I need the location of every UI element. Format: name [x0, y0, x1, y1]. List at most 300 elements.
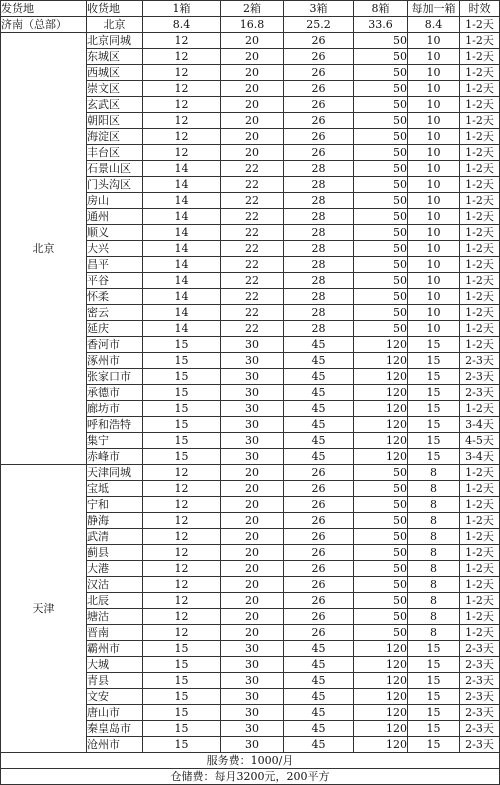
- price-1-box-cell: 14: [143, 177, 221, 193]
- price-1-box-cell: 15: [143, 705, 221, 721]
- price-2-box-cell: 20: [221, 513, 284, 529]
- price-extra-box-cell: 15: [408, 449, 460, 465]
- delivery-time-cell: 2-3天: [460, 369, 500, 385]
- header-3-box: 3箱: [284, 1, 354, 17]
- delivery-time-cell: 1-2天: [460, 161, 500, 177]
- delivery-time-cell: 2-3天: [460, 657, 500, 673]
- price-8-box-cell: 120: [354, 737, 408, 753]
- price-3-box-cell: 28: [284, 177, 354, 193]
- table-row: [1, 33, 500, 49]
- price-8-box-cell: 50: [354, 273, 408, 289]
- destination-cell: 赤峰市: [87, 449, 143, 465]
- storage-fee: 仓储费：每月3200元，200平方: [1, 769, 500, 785]
- delivery-time-cell: 1-2天: [460, 497, 500, 513]
- header-2-box: 2箱: [221, 1, 284, 17]
- price-8-box-cell: 50: [354, 609, 408, 625]
- price-3-box-cell: 26: [284, 577, 354, 593]
- destination-cell: 文安: [87, 689, 143, 705]
- price-1-box-cell: 12: [143, 577, 221, 593]
- price-1-box-cell: 12: [143, 145, 221, 161]
- price-extra-box-cell: 8: [408, 561, 460, 577]
- service-fee: 服务费：1000/月: [1, 753, 500, 769]
- price-3-box-cell: 45: [284, 433, 354, 449]
- destination-cell: 蓟县: [87, 545, 143, 561]
- price-3-box-cell: 26: [284, 145, 354, 161]
- destination-cell: 沧州市: [87, 737, 143, 753]
- price-1-box-cell: 14: [143, 193, 221, 209]
- price-8-box-cell: 50: [354, 257, 408, 273]
- price-3-box-cell: 28: [284, 225, 354, 241]
- destination-cell: 北京同城: [87, 33, 143, 49]
- price-extra-box-cell: 10: [408, 273, 460, 289]
- price-3-box-cell: 26: [284, 481, 354, 497]
- price-extra-box-cell: 8: [408, 529, 460, 545]
- price-3-box-cell: 28: [284, 193, 354, 209]
- price-8-box-cell: 50: [354, 545, 408, 561]
- price-2-box-cell: 22: [221, 321, 284, 337]
- price-3-box-cell: 45: [284, 673, 354, 689]
- price-3-box-cell: 26: [284, 625, 354, 641]
- price-2-box-cell: 20: [221, 593, 284, 609]
- price-2-box-cell: 22: [221, 161, 284, 177]
- delivery-time-cell: 1-2天: [460, 561, 500, 577]
- price-1-box-cell: 12: [143, 65, 221, 81]
- destination-cell: 晋南: [87, 625, 143, 641]
- destination-cell: 怀柔: [87, 289, 143, 305]
- price-extra-box-cell: 10: [408, 161, 460, 177]
- price-1-box-cell: 15: [143, 737, 221, 753]
- price-extra-box-cell: 15: [408, 337, 460, 353]
- price-2-box-cell: 20: [221, 625, 284, 641]
- price-1-box-cell: 15: [143, 337, 221, 353]
- price-8-box-cell: 50: [354, 497, 408, 513]
- price-3-box-cell: 26: [284, 113, 354, 129]
- price-1-box-cell: 15: [143, 721, 221, 737]
- price-8-box-cell: 50: [354, 577, 408, 593]
- price-2-box-cell: 22: [221, 241, 284, 257]
- service-fee-row: [1, 753, 500, 769]
- delivery-time-cell: 1-2天: [460, 241, 500, 257]
- price-2-box-cell: 20: [221, 97, 284, 113]
- price-extra-box-cell: 8: [408, 593, 460, 609]
- price-1-box-cell: 12: [143, 625, 221, 641]
- price-8-box-cell: 50: [354, 129, 408, 145]
- price-extra-box-cell: 10: [408, 305, 460, 321]
- price-extra-box-cell: 10: [408, 193, 460, 209]
- destination-cell: 大兴: [87, 241, 143, 257]
- price-extra-box-cell: 15: [408, 705, 460, 721]
- table-row: [1, 465, 500, 481]
- delivery-time-cell: 1-2天: [460, 529, 500, 545]
- price-2-box-cell: 30: [221, 657, 284, 673]
- destination-cell: 汉沽: [87, 577, 143, 593]
- price-extra-box-cell: 8: [408, 513, 460, 529]
- hq-1-box: 8.4: [143, 17, 221, 33]
- price-8-box-cell: 50: [354, 321, 408, 337]
- price-extra-box-cell: 15: [408, 385, 460, 401]
- price-extra-box-cell: 8: [408, 545, 460, 561]
- delivery-time-cell: 1-2天: [460, 193, 500, 209]
- destination-cell: 宝坻: [87, 481, 143, 497]
- price-1-box-cell: 12: [143, 513, 221, 529]
- delivery-time-cell: 1-2天: [460, 609, 500, 625]
- price-2-box-cell: 22: [221, 289, 284, 305]
- price-8-box-cell: 120: [354, 689, 408, 705]
- price-1-box-cell: 12: [143, 545, 221, 561]
- destination-cell: 香河市: [87, 337, 143, 353]
- price-2-box-cell: 22: [221, 193, 284, 209]
- price-8-box-cell: 50: [354, 625, 408, 641]
- header-delivery-time: 时效: [460, 1, 500, 17]
- price-extra-box-cell: 10: [408, 81, 460, 97]
- destination-cell: 平谷: [87, 273, 143, 289]
- price-2-box-cell: 22: [221, 177, 284, 193]
- price-1-box-cell: 15: [143, 401, 221, 417]
- delivery-time-cell: 2-3天: [460, 353, 500, 369]
- price-1-box-cell: 14: [143, 289, 221, 305]
- price-8-box-cell: 50: [354, 81, 408, 97]
- price-1-box-cell: 14: [143, 209, 221, 225]
- price-8-box-cell: 50: [354, 97, 408, 113]
- storage-fee-row: [1, 769, 500, 785]
- price-extra-box-cell: 8: [408, 481, 460, 497]
- destination-cell: 朝阳区: [87, 113, 143, 129]
- price-3-box-cell: 26: [284, 49, 354, 65]
- price-2-box-cell: 20: [221, 609, 284, 625]
- delivery-time-cell: 1-2天: [460, 81, 500, 97]
- destination-cell: 集宁: [87, 433, 143, 449]
- destination-cell: 门头沟区: [87, 177, 143, 193]
- price-1-box-cell: 12: [143, 561, 221, 577]
- destination-cell: 东城区: [87, 49, 143, 65]
- price-3-box-cell: 28: [284, 161, 354, 177]
- price-extra-box-cell: 8: [408, 609, 460, 625]
- price-extra-box-cell: 10: [408, 97, 460, 113]
- price-3-box-cell: 26: [284, 593, 354, 609]
- origin-cell: 天津: [1, 465, 87, 753]
- destination-cell: 西城区: [87, 65, 143, 81]
- price-8-box-cell: 50: [354, 145, 408, 161]
- delivery-time-cell: 1-2天: [460, 577, 500, 593]
- price-8-box-cell: 120: [354, 433, 408, 449]
- price-2-box-cell: 30: [221, 337, 284, 353]
- hq-delivery-time: 1-2天: [460, 17, 500, 33]
- price-2-box-cell: 22: [221, 257, 284, 273]
- price-2-box-cell: 30: [221, 737, 284, 753]
- delivery-time-cell: 1-2天: [460, 321, 500, 337]
- price-1-box-cell: 15: [143, 385, 221, 401]
- price-extra-box-cell: 10: [408, 65, 460, 81]
- destination-cell: 秦皇岛市: [87, 721, 143, 737]
- price-8-box-cell: 50: [354, 481, 408, 497]
- header-extra-box: 每加一箱: [408, 1, 460, 17]
- price-extra-box-cell: 15: [408, 673, 460, 689]
- price-8-box-cell: 50: [354, 177, 408, 193]
- price-2-box-cell: 30: [221, 705, 284, 721]
- hq-row: [1, 17, 500, 33]
- price-extra-box-cell: 15: [408, 689, 460, 705]
- destination-cell: 霸州市: [87, 641, 143, 657]
- price-1-box-cell: 15: [143, 689, 221, 705]
- destination-cell: 宁和: [87, 497, 143, 513]
- delivery-time-cell: 2-3天: [460, 689, 500, 705]
- destination-cell: 丰台区: [87, 145, 143, 161]
- price-extra-box-cell: 15: [408, 737, 460, 753]
- price-1-box-cell: 12: [143, 481, 221, 497]
- price-2-box-cell: 22: [221, 209, 284, 225]
- destination-cell: 北辰: [87, 593, 143, 609]
- price-8-box-cell: 120: [354, 385, 408, 401]
- price-3-box-cell: 28: [284, 289, 354, 305]
- destination-cell: 武清: [87, 529, 143, 545]
- delivery-time-cell: 2-3天: [460, 385, 500, 401]
- price-1-box-cell: 12: [143, 609, 221, 625]
- price-1-box-cell: 12: [143, 113, 221, 129]
- destination-cell: 密云: [87, 305, 143, 321]
- delivery-time-cell: 1-2天: [460, 225, 500, 241]
- price-3-box-cell: 26: [284, 497, 354, 513]
- price-extra-box-cell: 15: [408, 401, 460, 417]
- delivery-time-cell: 1-2天: [460, 465, 500, 481]
- price-3-box-cell: 28: [284, 305, 354, 321]
- delivery-time-cell: 1-2天: [460, 33, 500, 49]
- price-3-box-cell: 28: [284, 321, 354, 337]
- hq-3-box: 25.2: [284, 17, 354, 33]
- price-2-box-cell: 20: [221, 545, 284, 561]
- price-extra-box-cell: 15: [408, 433, 460, 449]
- price-3-box-cell: 45: [284, 705, 354, 721]
- price-3-box-cell: 45: [284, 689, 354, 705]
- price-8-box-cell: 120: [354, 705, 408, 721]
- price-3-box-cell: 26: [284, 33, 354, 49]
- price-extra-box-cell: 15: [408, 641, 460, 657]
- price-8-box-cell: 50: [354, 225, 408, 241]
- price-1-box-cell: 14: [143, 241, 221, 257]
- destination-cell: 昌平: [87, 257, 143, 273]
- delivery-time-cell: 1-2天: [460, 49, 500, 65]
- destination-cell: 海淀区: [87, 129, 143, 145]
- price-3-box-cell: 45: [284, 353, 354, 369]
- delivery-time-cell: 1-2天: [460, 209, 500, 225]
- hq-destination: 北京: [87, 17, 143, 33]
- price-1-box-cell: 15: [143, 657, 221, 673]
- price-8-box-cell: 120: [354, 721, 408, 737]
- price-2-box-cell: 30: [221, 385, 284, 401]
- delivery-time-cell: 1-2天: [460, 481, 500, 497]
- header-1-box: 1箱: [143, 1, 221, 17]
- delivery-time-cell: 1-2天: [460, 65, 500, 81]
- destination-cell: 廊坊市: [87, 401, 143, 417]
- price-2-box-cell: 20: [221, 529, 284, 545]
- price-8-box-cell: 50: [354, 289, 408, 305]
- delivery-time-cell: 1-2天: [460, 305, 500, 321]
- price-extra-box-cell: 10: [408, 113, 460, 129]
- price-2-box-cell: 20: [221, 561, 284, 577]
- price-1-box-cell: 15: [143, 417, 221, 433]
- price-8-box-cell: 50: [354, 161, 408, 177]
- price-8-box-cell: 120: [354, 369, 408, 385]
- price-3-box-cell: 26: [284, 465, 354, 481]
- hq-extra-box: 8.4: [408, 17, 460, 33]
- price-2-box-cell: 20: [221, 49, 284, 65]
- price-3-box-cell: 45: [284, 737, 354, 753]
- price-1-box-cell: 12: [143, 33, 221, 49]
- price-3-box-cell: 45: [284, 449, 354, 465]
- delivery-time-cell: 1-2天: [460, 593, 500, 609]
- delivery-time-cell: 2-3天: [460, 737, 500, 753]
- destination-cell: 青县: [87, 673, 143, 689]
- price-2-box-cell: 30: [221, 689, 284, 705]
- destination-cell: 崇文区: [87, 81, 143, 97]
- price-3-box-cell: 26: [284, 529, 354, 545]
- price-2-box-cell: 20: [221, 81, 284, 97]
- destination-cell: 承德市: [87, 385, 143, 401]
- price-8-box-cell: 50: [354, 241, 408, 257]
- price-8-box-cell: 120: [354, 401, 408, 417]
- price-extra-box-cell: 10: [408, 209, 460, 225]
- price-1-box-cell: 14: [143, 161, 221, 177]
- price-2-box-cell: 30: [221, 353, 284, 369]
- destination-cell: 延庆: [87, 321, 143, 337]
- price-8-box-cell: 120: [354, 337, 408, 353]
- header-8-box: 8箱: [354, 1, 408, 17]
- price-2-box-cell: 20: [221, 465, 284, 481]
- price-extra-box-cell: 10: [408, 289, 460, 305]
- hq-8-box: 33.6: [354, 17, 408, 33]
- delivery-time-cell: 2-3天: [460, 705, 500, 721]
- price-2-box-cell: 30: [221, 673, 284, 689]
- destination-cell: 通州: [87, 209, 143, 225]
- destination-cell: 天津同城: [87, 465, 143, 481]
- price-extra-box-cell: 10: [408, 129, 460, 145]
- delivery-time-cell: 1-2天: [460, 513, 500, 529]
- price-8-box-cell: 50: [354, 561, 408, 577]
- price-3-box-cell: 45: [284, 401, 354, 417]
- price-8-box-cell: 50: [354, 65, 408, 81]
- price-8-box-cell: 120: [354, 641, 408, 657]
- delivery-time-cell: 1-2天: [460, 401, 500, 417]
- hq-2-box: 16.8: [221, 17, 284, 33]
- price-1-box-cell: 12: [143, 465, 221, 481]
- price-extra-box-cell: 8: [408, 577, 460, 593]
- hq-origin: 济南（总部）: [1, 17, 87, 33]
- price-extra-box-cell: 10: [408, 177, 460, 193]
- price-1-box-cell: 12: [143, 97, 221, 113]
- price-3-box-cell: 45: [284, 385, 354, 401]
- delivery-time-cell: 1-2天: [460, 625, 500, 641]
- price-2-box-cell: 20: [221, 33, 284, 49]
- price-1-box-cell: 12: [143, 49, 221, 65]
- price-8-box-cell: 50: [354, 49, 408, 65]
- destination-cell: 塘沽: [87, 609, 143, 625]
- price-2-box-cell: 30: [221, 433, 284, 449]
- price-extra-box-cell: 10: [408, 49, 460, 65]
- price-1-box-cell: 12: [143, 81, 221, 97]
- delivery-time-cell: 4-5天: [460, 433, 500, 449]
- destination-cell: 房山: [87, 193, 143, 209]
- price-8-box-cell: 120: [354, 417, 408, 433]
- price-8-box-cell: 50: [354, 513, 408, 529]
- destination-cell: 静海: [87, 513, 143, 529]
- destination-cell: 大港: [87, 561, 143, 577]
- delivery-time-cell: 1-2天: [460, 113, 500, 129]
- header-origin: 发货地: [1, 1, 87, 17]
- price-1-box-cell: 15: [143, 641, 221, 657]
- price-2-box-cell: 20: [221, 129, 284, 145]
- price-2-box-cell: 30: [221, 721, 284, 737]
- delivery-time-cell: 2-3天: [460, 641, 500, 657]
- price-extra-box-cell: 10: [408, 225, 460, 241]
- price-2-box-cell: 20: [221, 577, 284, 593]
- destination-cell: 涿州市: [87, 353, 143, 369]
- price-8-box-cell: 120: [354, 673, 408, 689]
- price-3-box-cell: 26: [284, 129, 354, 145]
- price-extra-box-cell: 10: [408, 257, 460, 273]
- price-8-box-cell: 120: [354, 353, 408, 369]
- destination-cell: 唐山市: [87, 705, 143, 721]
- price-extra-box-cell: 10: [408, 145, 460, 161]
- delivery-time-cell: 2-3天: [460, 673, 500, 689]
- delivery-time-cell: 1-2天: [460, 257, 500, 273]
- delivery-time-cell: 1-2天: [460, 145, 500, 161]
- price-1-box-cell: 12: [143, 593, 221, 609]
- price-2-box-cell: 30: [221, 369, 284, 385]
- price-8-box-cell: 50: [354, 113, 408, 129]
- delivery-time-cell: 1-2天: [460, 273, 500, 289]
- price-3-box-cell: 26: [284, 561, 354, 577]
- price-1-box-cell: 12: [143, 129, 221, 145]
- price-3-box-cell: 26: [284, 513, 354, 529]
- price-3-box-cell: 28: [284, 241, 354, 257]
- price-3-box-cell: 28: [284, 209, 354, 225]
- price-2-box-cell: 30: [221, 417, 284, 433]
- price-3-box-cell: 26: [284, 65, 354, 81]
- delivery-time-cell: 3-4天: [460, 449, 500, 465]
- price-1-box-cell: 14: [143, 273, 221, 289]
- price-8-box-cell: 50: [354, 193, 408, 209]
- price-2-box-cell: 22: [221, 225, 284, 241]
- price-2-box-cell: 20: [221, 65, 284, 81]
- price-2-box-cell: 22: [221, 273, 284, 289]
- price-extra-box-cell: 8: [408, 465, 460, 481]
- price-extra-box-cell: 15: [408, 353, 460, 369]
- delivery-time-cell: 1-2天: [460, 545, 500, 561]
- price-1-box-cell: 12: [143, 497, 221, 513]
- price-8-box-cell: 50: [354, 209, 408, 225]
- price-2-box-cell: 30: [221, 449, 284, 465]
- price-1-box-cell: 15: [143, 433, 221, 449]
- price-8-box-cell: 120: [354, 657, 408, 673]
- price-3-box-cell: 26: [284, 81, 354, 97]
- price-extra-box-cell: 15: [408, 657, 460, 673]
- price-8-box-cell: 50: [354, 593, 408, 609]
- delivery-time-cell: 3-4天: [460, 417, 500, 433]
- price-1-box-cell: 14: [143, 305, 221, 321]
- destination-cell: 张家口市: [87, 369, 143, 385]
- price-3-box-cell: 26: [284, 609, 354, 625]
- price-3-box-cell: 45: [284, 417, 354, 433]
- price-1-box-cell: 15: [143, 449, 221, 465]
- delivery-time-cell: 1-2天: [460, 289, 500, 305]
- delivery-time-cell: 1-2天: [460, 129, 500, 145]
- destination-cell: 大城: [87, 657, 143, 673]
- delivery-time-cell: 2-3天: [460, 721, 500, 737]
- price-2-box-cell: 30: [221, 401, 284, 417]
- price-extra-box-cell: 10: [408, 33, 460, 49]
- header-destination: 收货地: [87, 1, 143, 17]
- price-8-box-cell: 50: [354, 305, 408, 321]
- destination-cell: 石景山区: [87, 161, 143, 177]
